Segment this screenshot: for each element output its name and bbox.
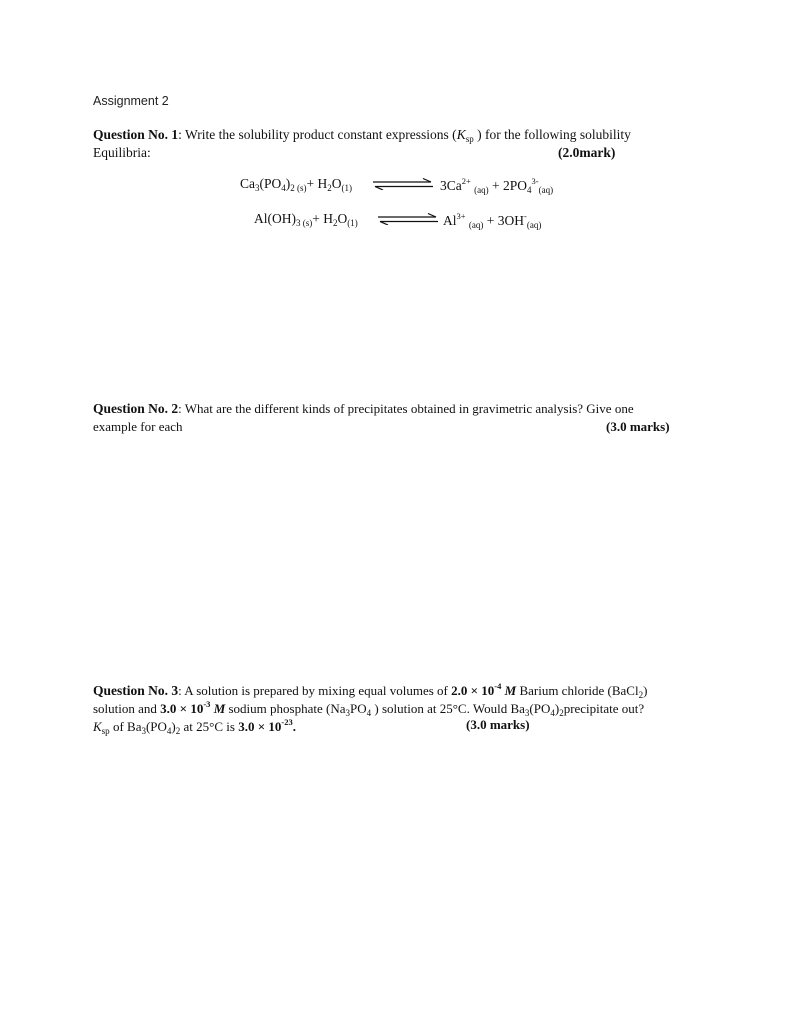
equilibrium-arrow-icon <box>373 178 433 190</box>
equation-2-products: $Al^{3+}$ $_{(aq)} + 3OH^-_{(aq)}$ <box>443 211 542 230</box>
question-1-marks: (2.0mark) <box>558 145 616 160</box>
question-2-label: Question No. 2 <box>93 401 179 416</box>
question-1-label: Question No. 1 <box>93 127 179 142</box>
question-3-line-1: Question No. 3: A solution is prepared by mixing equal volumes of $2.0 \times 10^{-4}$ M Barium chloride (BaCl$_2$) <box>93 681 648 700</box>
equation-1-products: $3Ca^{2+}$ $_{(aq)} + 2PO_4^{3-}_{(aq)}$ <box>440 176 554 195</box>
question-3-label: Question No. 3 <box>93 683 179 698</box>
equation-1-reactants: $Ca_3(PO_4)_{2 (s)}+ H_2O_{(1)}$ <box>240 176 353 193</box>
question-3-marks: (3.0 marks) <box>466 717 530 732</box>
question-2-line-1: Question No. 2: What are the different kinds of precipitates obtained in gravimetric analysis? Give one <box>93 401 634 416</box>
question-2-marks: (3.0 marks) <box>606 419 670 434</box>
equation-2-reactants: $Al(OH)_{3 (s)}+ H_2O_{(1)}$ <box>254 211 358 228</box>
question-2-line-2: example for each <box>93 419 183 434</box>
page-title: Assignment 2 <box>93 94 169 108</box>
question-3-line-3: $K_{sp}$ of $Ba_3(PO_4)_2$ at 25°C is $3.0 \times 10^{-23}$. <box>93 717 296 736</box>
equilibrium-arrow-icon <box>378 213 438 225</box>
question-1-line-1: Question No. 1: Write the solubility product constant expressions ($K_{sp}$ ) for the following solubility <box>93 127 631 144</box>
question-3-line-2: solution and $3.0 \times 10^{-3}$ M sodium phosphate ($Na_3PO_4$ ) solution at 25°C. Would $Ba_3(PO_4)_2precipitate$ out? <box>93 699 645 718</box>
question-1-line-2: Equilibria: <box>93 145 151 160</box>
